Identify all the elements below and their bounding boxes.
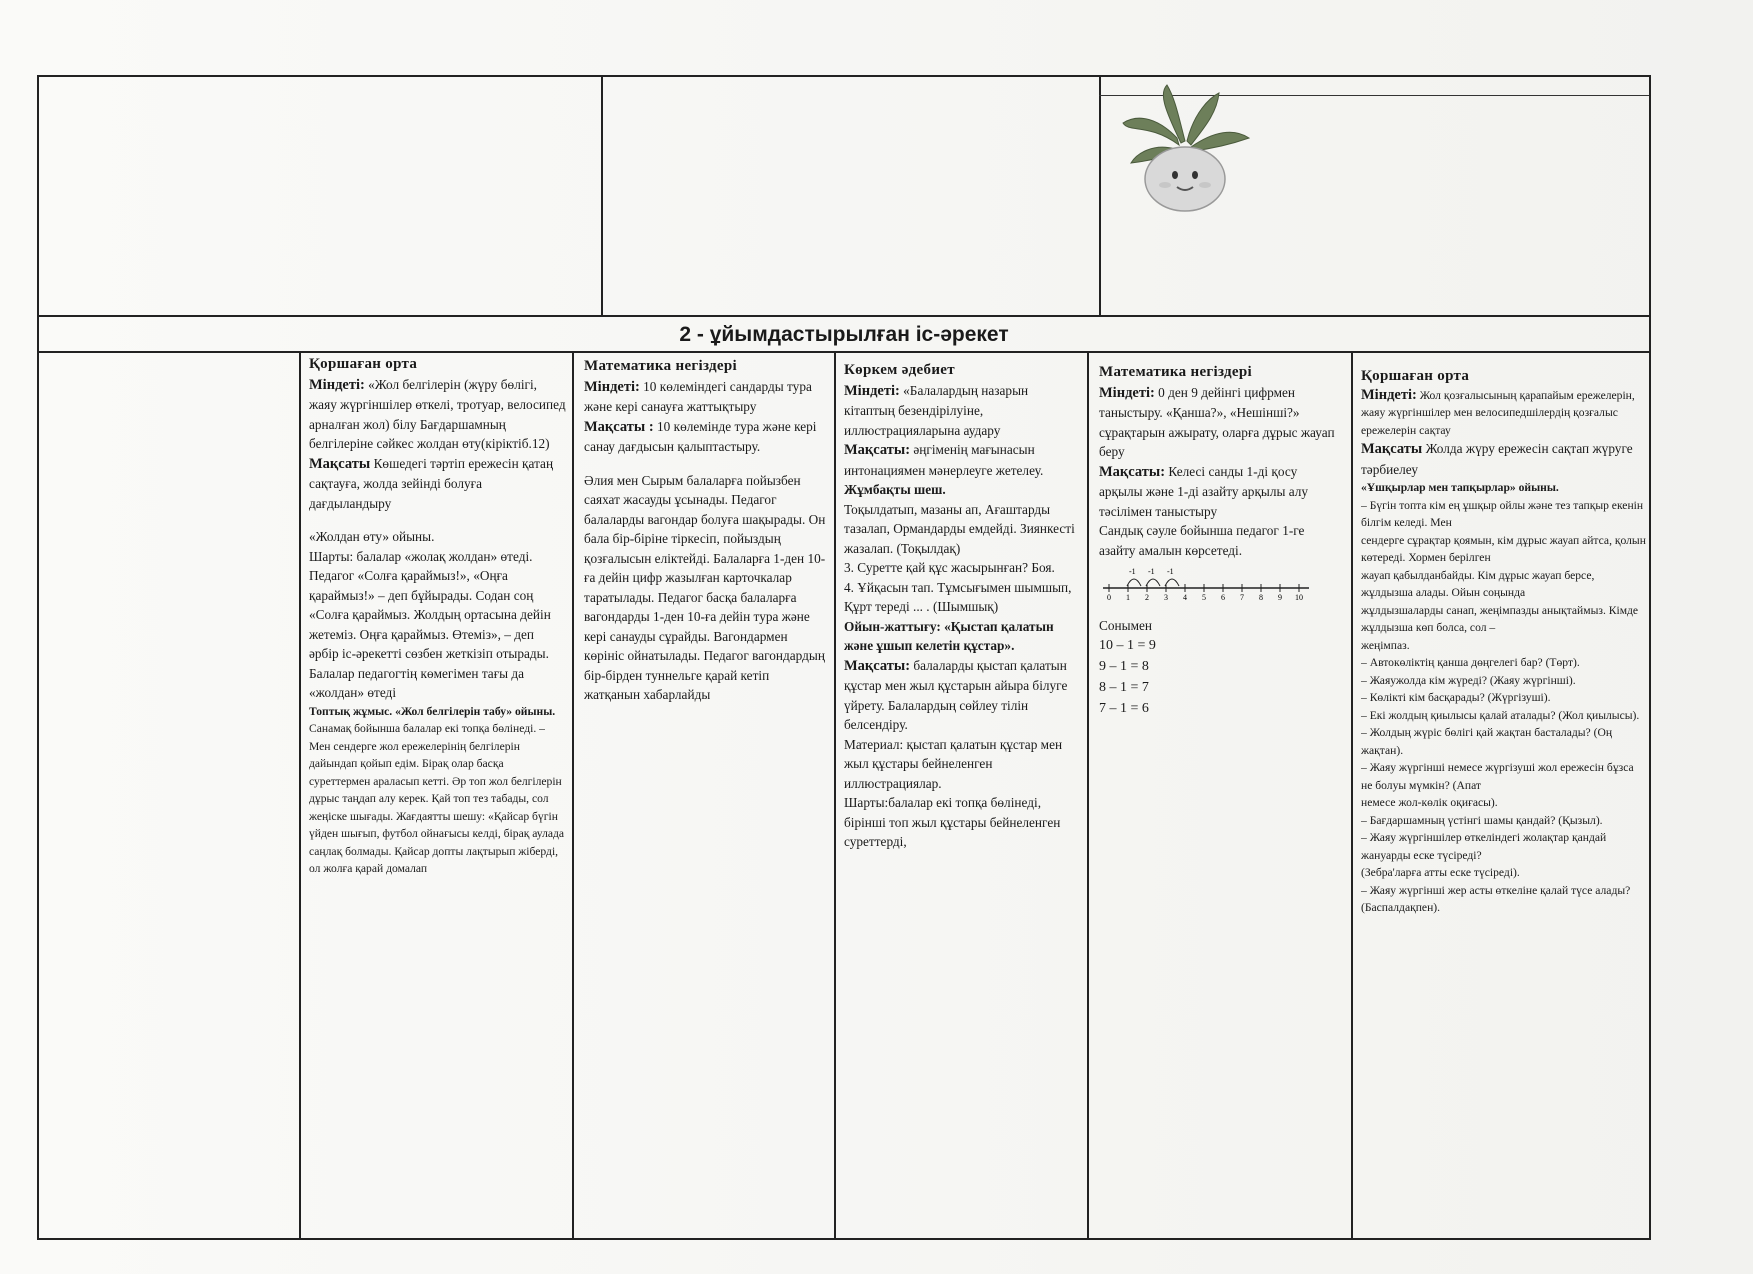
task-text: «Жол белгілерін (жүру бөлігі, жаяу жүргіншілер өткелі, тротуар, велосипед арналған жол) білу Бағдаршамның белгілеріне сәйкес жолдан өту(кіріктіб.12) [309,376,566,451]
column-divider [1087,353,1089,1238]
column-environment-1 [309,355,567,878]
equation: 7 – 1 = 6 [1099,701,1149,716]
task-text: 10 көлеміндегі сандарды тура және кері санауға жаттықтыру [584,378,812,414]
goal-text: Келесі санды 1-ді қосу арқылы және 1-ді азайту арқылы алу тәсілімен таныстыру [1099,463,1309,519]
text-line: сендерге сұрақтар қоямын, кім дұрыс жауап айтса, қолын көтереді. Хормен берілген [1361,533,1646,564]
text-line: – Жаяу жүргінші немесе жүргізуші жол ережесін бұзса не болуы мүмкін? (Апат [1361,761,1634,792]
numline-mark: -1 [1129,567,1136,576]
numline-label: 10 [1295,593,1303,602]
column-math-2 [1099,363,1344,719]
column-divider [572,353,574,1238]
numline-label: 9 [1278,593,1282,602]
game-title: «Жолдан өту» ойыны. [309,529,435,544]
goal-label: Мақсаты: [1099,463,1166,480]
task-label: Міндеті: [309,376,365,393]
numline-mark: -1 [1148,567,1155,576]
main-table [37,353,1651,1240]
numline-label: 4 [1183,593,1187,602]
task-text: Жол қозғалысының қарапайым ережелерін, жаяу жүргіншілер мен велосипедшілердің қозғалыс ережелерін сақтау [1361,388,1635,437]
column-title: Қоршаған орта [309,356,418,372]
game-text: Шарты: балалар «жолақ жолдан» өтеді. Педагог «Солға қараймыз!», «Оңға қараймыз!» – деп бұйырады. Содан соң «Солға қараймыз. Жолдың ортасына дейін жетеміз. Оңға қараймыз. Өтеміз», – деп әрбір іс-әрекетті сөзбен жеткізіп отырады. Балалар педагогтің көмегімен тағы да «жолдан» өтеді [309,548,551,700]
condition-text: Шарты:балалар екі топқа бөлінеді, бірінші топ жыл құстары бейнеленген суреттерді, [844,795,1061,849]
task-label: Міндеті: [1099,384,1155,401]
goal-label: Мақсаты [309,455,371,472]
text-line: немесе жол-көлік оқиғасы). [1361,796,1498,809]
text-line: – Жаяу жүргінші жер асты өткеліне қалай түсе алады? (Баспалдақпен). [1361,883,1631,914]
column-divider [1351,353,1353,1238]
equation: 10 – 1 = 9 [1099,638,1156,653]
goal-text: Көшедегі тәртіп ережесін қатаң сақтауға, жолда зейінді болуға дағдыландыру [309,455,554,511]
task-label: Міндеті: [1361,386,1417,403]
column-title: Қоршаған орта [1361,368,1470,384]
text-line: – Жаяу жүргіншілер өткеліндегі жолақтар қандай жануарды еске түсіреді? [1361,831,1607,862]
column-divider [834,353,836,1238]
numline-label: 3 [1164,593,1168,602]
equation: 8 – 1 = 7 [1099,680,1149,695]
text-line: – Көлікті кім басқарады? (Жүргізуші). [1361,691,1551,704]
numline-label: 1 [1126,593,1130,602]
goal-label: Мақсаты: [844,442,911,458]
top-cell-2 [601,77,1101,315]
equation: 9 – 1 = 8 [1099,659,1149,674]
riddle-text: Тоқылдатып, мазаны ап, Ағаштарды тазалап, Ормандарды емдейді. Зиянкесті жазалап. (Тоқылдақ) [844,501,1075,556]
top-cell-1 [39,77,603,315]
text-line: – Автокөліктің қанша дөңгелегі бар? (Төрт). [1361,656,1580,669]
column-title: Математика негіздері [1099,364,1252,380]
text-line: – Бағдаршамның үстінгі шамы қандай? (Қызыл). [1361,813,1603,827]
material-text: Материал: қыстап қалатын құстар мен жыл құстары бейнеленген иллюстрациялар. [844,736,1063,791]
column-environment-2 [1361,367,1647,917]
after-text: Сонымен [1099,617,1152,633]
riddle-title: Жұмбақты шеш. [844,482,946,497]
goal-text: әңгіменің мағынасын интонациямен мәнерлеуге жетелеу. [844,442,1044,478]
numline-mark: -1 [1167,567,1174,576]
body-text: Әлия мен Сырым балаларға пойызбен саяхат жасауды ұсынады. Педагог балаларды вагондар болуға шақырады. Он бала бір-біріне тіркесіп, пойыздың қозғалысын еліктейді. Балаларға 1-ден 10-ға дейін цифр жазылған карточкалар таратылады. Педагог басқа балаларға вагондарды 1-ден 10-ға дейін тура және кері санауды сұрайды. Вагондармен көрініс ойнатылады. Педагог вагондардың бір-бірден туннельге қарай кетіп жатқанын хабарлайды [584,472,826,702]
exercise-goal-text: балаларды қыстап қалатын құстар мен жыл құстарын айыра білуге үйрету. Балалардың сөйлеу тілін белсендіру. [844,657,1068,732]
task-text: «Балалардың назарын кітаптың безендірілуіне, иллюстрацияларына аудару [844,382,1029,438]
number-line-diagram [1099,566,1314,606]
text-line: – Жаяужолда кім жүреді? (Жаяу жүргінші). [1361,673,1576,687]
task-text: 0 ден 9 дейінгі цифрмен таныстыру. «Қанша?», «Нешінші?» сұрақтарын ажырату, оларға дұрыс жауап беру [1099,384,1335,459]
column-title: Математика негіздері [584,358,737,374]
text-line: – Жолдың жүріс бөлігі қай жақтан басталады? (Оң жақтан). [1361,726,1613,757]
text-line: жеңімпаз. [1361,638,1410,652]
text-line: – Екі жолдың қиылысы қалай аталады? (Жол қиылысы). [1361,708,1640,722]
goal-text: Жолда жүру ережесін сақтап жүруге тәрбиелеу [1361,441,1633,477]
question-4: 4. Ұйқасын тап. Тұмсығымен шымшып, Құрт тереді ... . (Шымшық) [844,579,1072,614]
section-header: 2 - ұйымдастырылған іс-әрекет [37,317,1651,353]
extra-text: Сандық сәуле бойынша педагог 1-ге азайту амалын көрсетеді. [1099,523,1305,558]
task-label: Міндеті: [844,382,900,399]
text-line: жауап қабылданбайды. Кім дұрыс жауап берсе, жұлдызша алады. Ойын соңында [1361,568,1595,599]
question-3: 3. Суретте қай құс жасырынған? Боя. [844,560,1055,575]
exercise-title: Ойын-жаттығу: «Қыстап қалатын және ұшып келетін құстар». [844,618,1054,653]
goal-label: Мақсаты [1361,441,1423,457]
game-title: «Ұшқырлар мен тапқырлар» ойыны. [1361,481,1559,494]
numline-label: 2 [1145,593,1149,602]
top-cell-3 [1099,77,1649,315]
text-line: – Бүгін топта кім ең ұшқыр ойлы және тез тапқыр екенін білгім келеді. Мен [1361,498,1644,529]
group-text: Санамақ бойынша балалар екі топқа бөлінеді. – Мен сендерге жол ережелерінің белгілерін дайындап қойып едім. Бірақ олар басқа суреттермен араласып кетті. Әр топ жол белгілерін дұрыс таңдап алу керек. Қай топ тез табады, сол жеңіске шығады. Жағдаятты шешу: «Қайсар бүгін үйден шығып, футбол ойнағысы келді, бірақ аулада саңлақ болмады. Қайсар допты лақтырып жіберді, ол жолға қарай домалап [309,722,565,875]
goal-text: 10 көлемінде тура және кері санау дағдысын қалыптастыру. [584,418,817,454]
column-divider [299,353,301,1238]
numline-label: 6 [1221,593,1225,602]
text-line: жұлдызшаларды санап, жеңімпазды анықтаймыз. Кімде жұлдызша көп болса, сол – [1361,603,1639,634]
task-label: Міндеті: [584,378,640,395]
group-title: Топтық жұмыс. «Жол белгілерін табу» ойыны. [309,704,556,718]
column-math-1 [584,357,828,705]
numline-label: 8 [1259,593,1263,602]
exercise-goal-label: Мақсаты: [844,657,911,674]
goal-label: Мақсаты : [584,418,654,435]
text-line: (Зебра'ларға атты еске түсіреді). [1361,866,1520,879]
numline-label: 5 [1202,593,1206,602]
turnip-illustration [1109,83,1259,223]
numline-label: 0 [1107,593,1111,602]
column-title: Көркем әдебиет [844,362,955,378]
top-table-row [37,75,1651,317]
numline-label: 7 [1240,593,1244,602]
column-literature [844,361,1082,852]
